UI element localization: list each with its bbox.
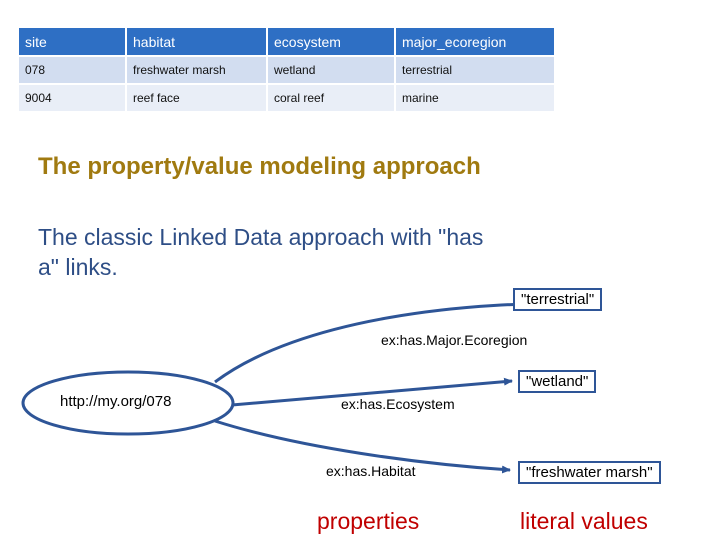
table-cell: freshwater marsh [126, 56, 267, 84]
habitat-property-label: ex:has.Habitat [326, 463, 416, 479]
terrestrial-value-box: "terrestrial" [513, 288, 602, 311]
table-cell: 9004 [19, 84, 126, 111]
section-heading: The property/value modeling approach [38, 153, 481, 180]
properties-caption: properties [317, 508, 420, 534]
table-cell: reef face [126, 84, 267, 111]
table-cell: wetland [267, 56, 395, 84]
table-cell: 078 [19, 56, 126, 84]
column-header: site [19, 28, 126, 56]
wetland-value-box: "wetland" [518, 370, 596, 393]
ecosystem-property-label: ex:has.Ecosystem [341, 396, 455, 412]
column-header: major_ecoregion [395, 28, 555, 56]
column-header: ecosystem [267, 28, 395, 56]
section-subtitle: The classic Linked Data approach with "has a" links. [38, 224, 484, 280]
literal-values-caption: literal values [520, 508, 648, 534]
major-ecoregion-property-label: ex:has.Major.Ecoregion [381, 332, 528, 348]
table-cell: marine [395, 84, 555, 111]
freshwater-marsh-value-box: "freshwater marsh" [518, 461, 661, 484]
column-header: habitat [126, 28, 267, 56]
table-cell: terrestrial [395, 56, 555, 84]
subject-node-label: http://my.org/078 [60, 393, 172, 410]
table-cell: coral reef [267, 84, 395, 111]
